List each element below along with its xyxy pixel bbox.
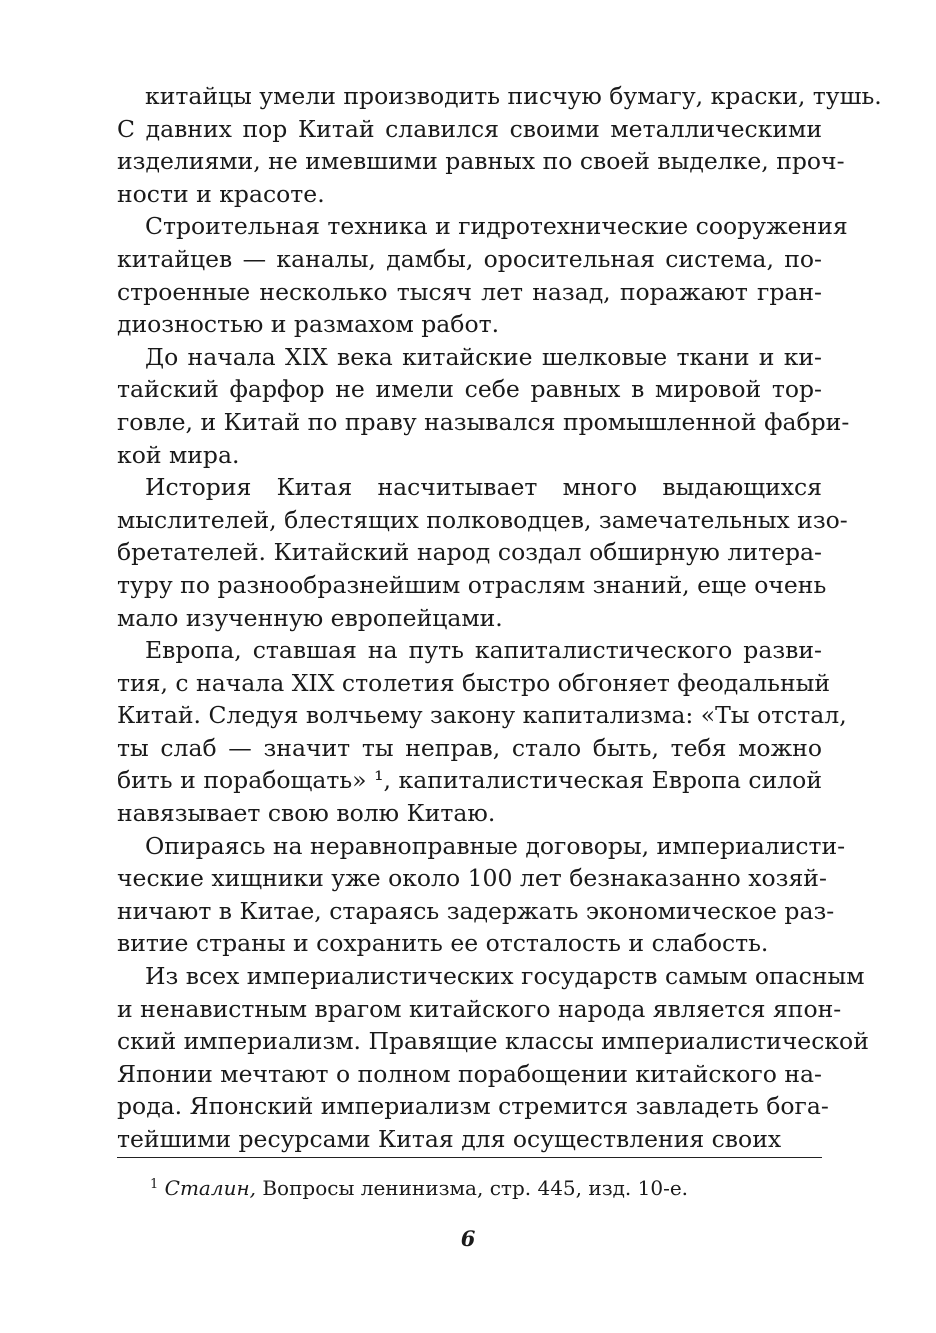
text-line: Из всех империалистических государств самым опасным	[145, 962, 865, 991]
body-text	[117, 80, 882, 1156]
text-line: китайцы умели производить писчую бумагу, краски, тушь.	[145, 82, 882, 110]
text-line: рода. Японский империализм стремится завладеть бога-	[117, 1092, 829, 1121]
paragraph	[117, 830, 846, 960]
text-line: изделиями, не имевшими равных по своей выделке, проч-	[117, 147, 845, 176]
text-line: навязывает свою волю Китаю.	[117, 799, 496, 828]
text-line: Китай. Следуя волчьему закону капитализма: «Ты отстал,	[117, 701, 847, 730]
text-line: бретателей. Китайский народ создал обширную литера-	[117, 538, 822, 567]
footnote-text: Вопросы ленинизма, стр. 445, изд. 10-е.	[262, 1176, 689, 1200]
paragraph	[117, 634, 847, 830]
text-line: Опираясь на неравноправные договоры, империалисти-	[145, 831, 846, 860]
text-line: кой мира.	[117, 440, 240, 469]
text-line: мало изученную европейцами.	[117, 603, 503, 632]
text-line: тайский фарфор не имели себе равных в мировой тор-	[117, 375, 822, 404]
text-line: говле, и Китай по праву назывался промышленной фабри-	[117, 407, 850, 436]
text-line: и ненавистным врагом китайского народа является япон-	[117, 994, 842, 1023]
footnote	[150, 1174, 688, 1202]
text-line: тейшими ресурсами Китая для осуществления своих	[117, 1125, 782, 1153]
text-line: туру по разнообразнейшим отраслям знаний, еще очень	[117, 570, 827, 599]
text-line: ничают в Китае, стараясь задержать экономическое раз-	[117, 896, 835, 925]
text-line: Строительная техника и гидротехнические сооружения	[145, 212, 848, 241]
paragraph	[117, 341, 850, 471]
footnote-mark: 1	[150, 1176, 159, 1192]
footnote-author: Сталин,	[164, 1176, 256, 1200]
text-line: Европа, ставшая на путь капиталистического разви-	[145, 636, 822, 665]
text-line: китайцев — каналы, дамбы, оросительная система, по-	[117, 244, 822, 273]
text-line: диозностью и размахом работ.	[117, 310, 500, 339]
text-line: История Китая насчитывает много выдающихся	[145, 473, 822, 502]
text-line: До начала XIX века китайские шелковые ткани и ки-	[145, 342, 822, 371]
text-line: тия, с начала XIX столетия быстро обгоняет феодальный	[117, 668, 830, 697]
text-line: строенные несколько тысяч лет назад, поражают гран-	[117, 277, 822, 306]
footnote-rule	[117, 1157, 822, 1158]
text-line: витие страны и сохранить ее отсталость и слабость.	[117, 929, 769, 958]
page-number: 6	[460, 1226, 476, 1251]
text-line: мыслителей, блестящих полководцев, замечательных изо-	[117, 505, 848, 534]
paragraph	[117, 960, 869, 1156]
text-line: ский империализм. Правящие классы империалистической	[117, 1027, 869, 1056]
text-line: ности и красоте.	[117, 179, 325, 208]
text-line: ческие хищники уже около 100 лет безнаказанно хозяй-	[117, 864, 827, 893]
text-line: Японии мечтают о полном порабощении китайского на-	[117, 1059, 822, 1088]
text-line: бить и порабощать» ¹, капиталистическая Европа силой	[117, 766, 822, 795]
text-line: С давних пор Китай славился своими металлическими	[117, 114, 822, 143]
paragraph	[117, 210, 848, 340]
paragraph	[117, 80, 882, 210]
paragraph	[117, 471, 848, 634]
text-line: ты слаб — значит ты неправ, стало быть, тебя можно	[117, 733, 822, 762]
